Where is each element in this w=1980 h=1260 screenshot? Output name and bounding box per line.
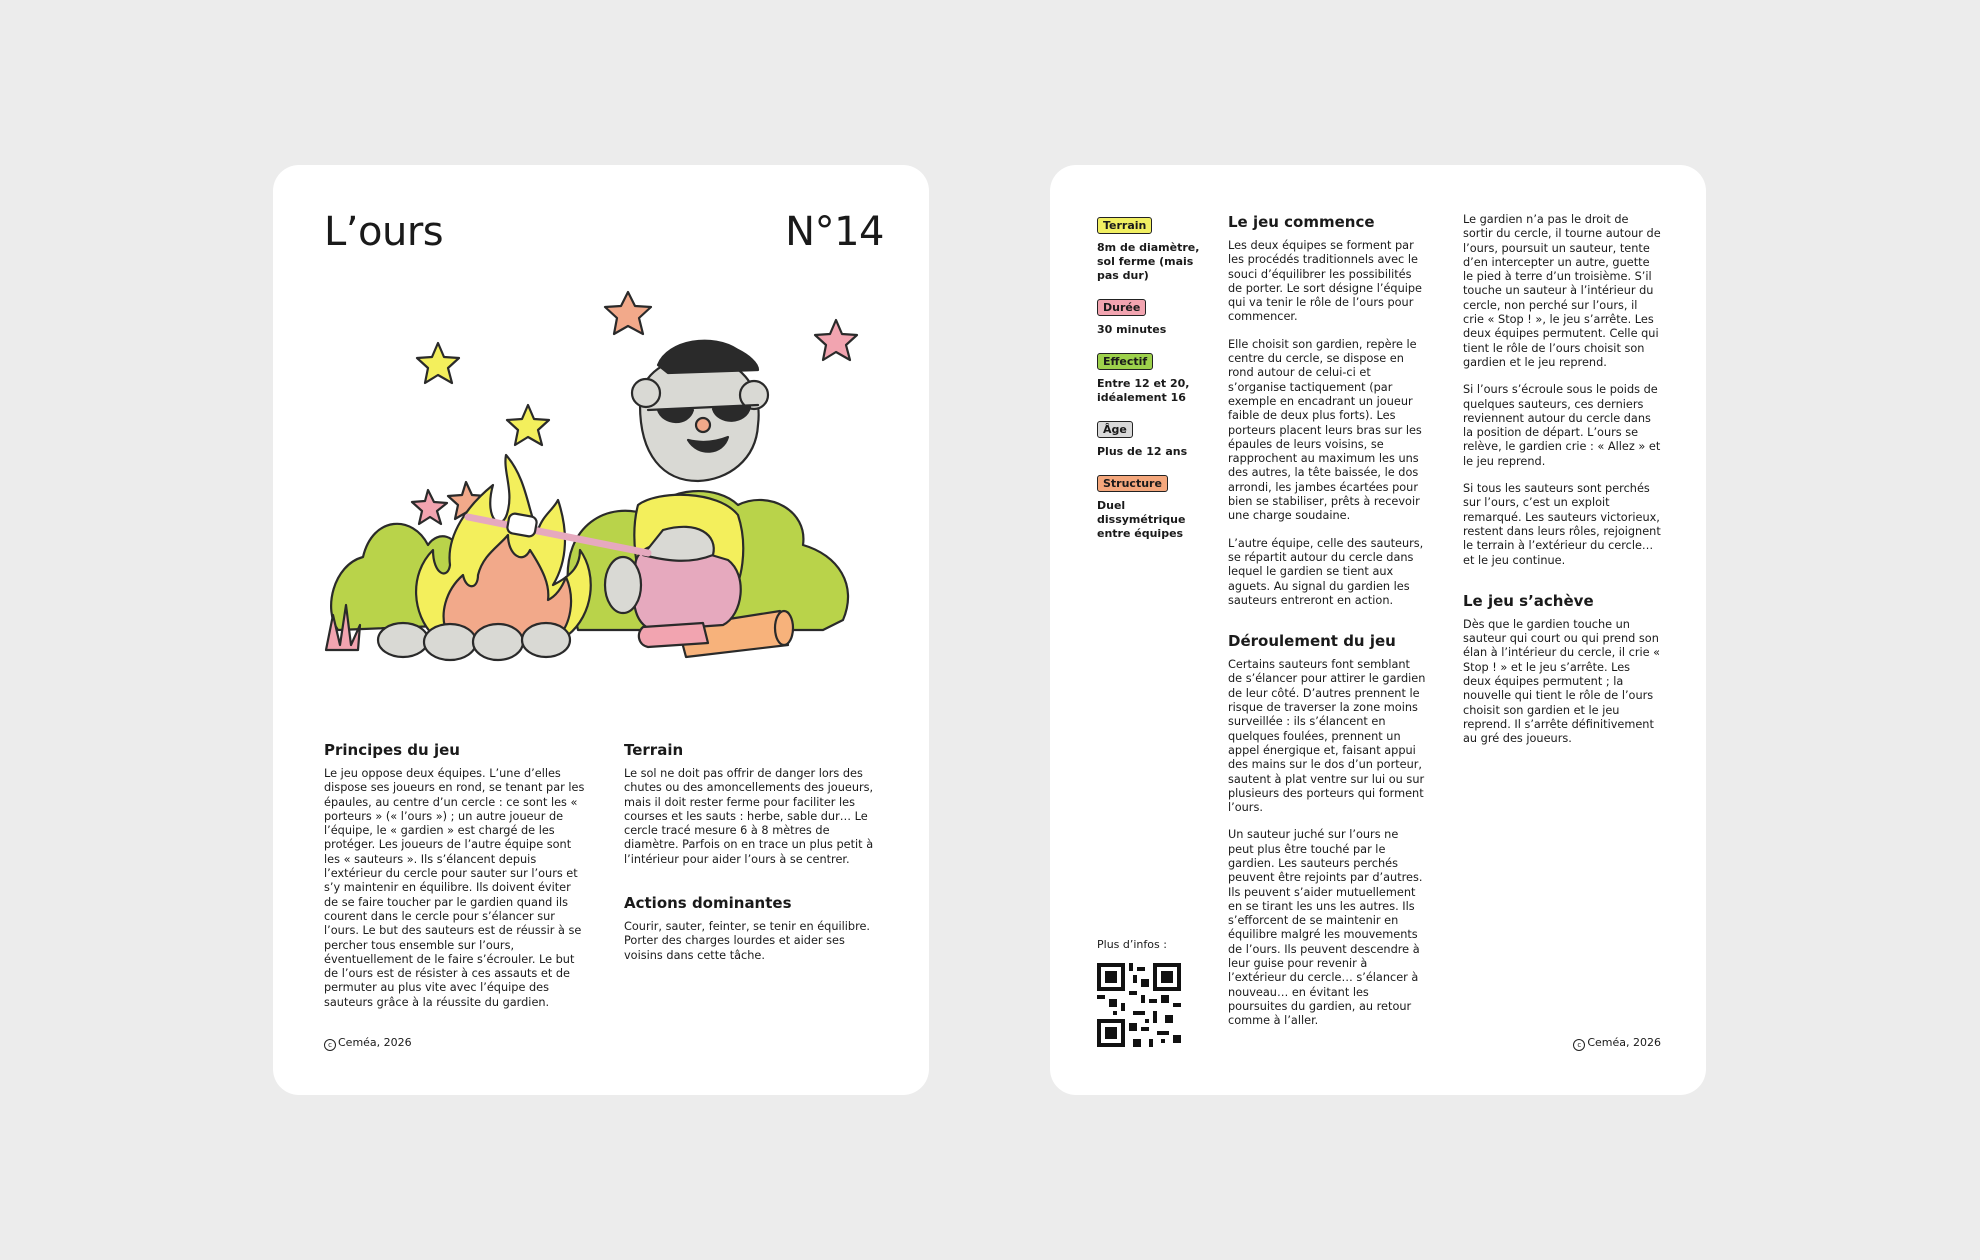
copyright: c Ceméa, 2026 [1573, 1036, 1661, 1051]
card-number: N°14 [785, 209, 884, 255]
metadata-tags [1097, 214, 1207, 554]
copyright-icon: c [324, 1039, 336, 1051]
qr-code[interactable] [1097, 963, 1181, 1047]
section-heading: Terrain [624, 741, 684, 759]
section-heading: Le jeu s’achève [1463, 591, 1594, 610]
section-heading: Le jeu commence [1228, 213, 1375, 231]
section-heading: Principes du jeu [324, 741, 460, 759]
game-card-front [273, 165, 929, 1095]
paragraph: Le gardien n’a pas le droit de sortir du cercle, il tourne autour de l’ours, poursuit un sauteur, tente d’en intercepter un autre, guette le pied à terre d’un troisième. S’il touche un sauteur à l’intérieur du cercle, non perché sur l’ours, il crie « Stop ! », le jeu s’arrête. Les deux équipes permutent. Celle qui tient le rôle de l’ours choisit son gardien et le jeu reprend. [1463, 213, 1661, 369]
tag-value: 8m de diamètre, sol ferme (mais pas dur) [1097, 241, 1200, 282]
paragraph: L’autre équipe, celle des sauteurs, se répartit autour du cercle dans lequel le gardien se tient aux aguets. Au signal du gardien les sauteurs entreront en action. [1228, 536, 1424, 607]
paragraph: Si l’ours s’écroule sous le poids de quelques sauteurs, ces derniers reviennent autour du cercle dans la position de départ. L’ours se relève, le gardien crie : « Allez » et le jeu reprend. [1463, 383, 1661, 468]
paragraph: Dès que le gardien touche un sauteur qui court ou qui prend son élan à l’intérieur du cercle, il crie « Stop ! » et le jeu s’arrête. Les deux équipes permutent ; la nouvelle qui tient le rôle de l’ours choisit son gardien et le jeu reprend. Il s’arrête définitivement au gré des joueurs. [1463, 617, 1661, 746]
paragraph: Si tous les sauteurs sont perchés sur l’ours, c’est un exploit remarqué. Les sauteurs victorieux, restent dans leurs rôles, rejoignent le terrain à l’extérieur du cercle… et le jeu continue. [1463, 482, 1661, 567]
section-heading: Déroulement du jeu [1228, 632, 1396, 651]
star-icon [507, 405, 549, 445]
section-body: Le jeu oppose deux équipes. L’une d’elles dispose ses joueurs en rond, se tenant par les épaules, au centre d’un cercle : ce sont les « porteurs » (« l’ours ») ; un autre joueur de l’équipe, le « gardien » est chargé de les protéger. Les joueurs de l’autre équipe sont les « sauteurs ». Ils s’élancent depuis l’extérieur du cercle pour sauter sur l’ours et s’y maintenir en équilibre. Ils doivent éviter de se faire toucher par le gardien quand ils courent dans le cercle pour s’élancer sur l’ours. Le but des sauteurs est de réussir à se percher tous ensemble sur l’ours, éventuellement de le faire s’écrouler. Le but de l’ours est de résister à ces assauts et de permuter au plus vite avec l’équipe des sauteurs grâce à la réussite du gardien. [324, 767, 585, 1009]
star-icon [815, 320, 857, 360]
card-title: L’ours [324, 209, 444, 255]
copyright-icon: c [1573, 1039, 1585, 1051]
paragraph: Un sauteur juché sur l’ours ne peut plus être touché par le gardien. Les sauteurs perchés peuvent être rejoints par d’autres. Ils peuvent s’aider mutuellement en se tirant les uns les autres. Ils s’efforcent de se maintenir en équilibre malgré les mouvements de l’ours. Ils peuvent descendre à leur guise pour revenir à l’extérieur du cercle… s’élancer à nouveau… en évitant les poursuites du gardien, au retour comme à l’aller. [1228, 828, 1423, 1028]
more-info-label: Plus d’infos : [1097, 938, 1167, 951]
section-actions [624, 894, 886, 963]
column-right [1463, 213, 1661, 747]
section-heading: Actions dominantes [624, 894, 792, 912]
stone-icon [522, 623, 570, 657]
column-middle [1228, 213, 1426, 1029]
section-body: Courir, sauter, feinter, se tenir en équilibre. Porter des charges lourdes et aider ses voisins dans cette tâche. [624, 920, 871, 962]
tag-age: Âge [1097, 421, 1133, 438]
paragraph: Elle choisit son gardien, repère le centre du cercle, se dispose en rond autour de celui-ci et s’organise tactiquement (par exemple en encadrant un joueur faible de deux plus forts). Les porteurs placent leurs bras sur les épaules de leurs voisins, se rapprochent au maximum les uns des autres, la tête baissée, le dos arrondi, les jambes écartées pour bien se stabiliser, prêts à recevoir une charge soudaine. [1228, 337, 1422, 523]
tag-value: 30 minutes [1097, 323, 1167, 336]
tag-value: Entre 12 et 20, idéalement 16 [1097, 377, 1190, 404]
star-icon [412, 490, 447, 524]
section-terrain [624, 741, 886, 867]
stone-icon [378, 623, 428, 657]
paragraph: Certains sauteurs font semblant de s’élancer pour attirer le gardien de leur côté. D’autres prennent le risque de traverser la zone moins surveillée : ils s’élancent en quelques foulées, prennent un appel énergique et, faisant appui des mains sur le dos d’un porteur, sautent à plat ventre sur lui ou sur plusieurs des porteurs qui forment l’ours. [1228, 658, 1426, 815]
copyright: c Ceméa, 2026 [324, 1036, 412, 1051]
star-icon [417, 343, 459, 383]
tag-structure: Structure [1097, 475, 1168, 492]
stone-icon [424, 624, 476, 660]
bear-campfire-illustration [318, 285, 878, 685]
tag-terrain: Terrain [1097, 217, 1152, 234]
tag-value: Duel dissymétrique entre équipes [1097, 499, 1186, 540]
game-card-back [1050, 165, 1706, 1095]
paragraph: Les deux équipes se forment par les procédés traditionnels avec le souci d’équilibrer les possibilités de porter. Le sort désigne l’équipe qui va tenir le rôle de l’ours pour commencer. [1228, 239, 1422, 324]
tag-duration: Durée [1097, 299, 1146, 316]
section-body: Le sol ne doit pas offrir de danger lors des chutes ou des amoncellements des joueurs, mais il doit rester ferme pour faciliter les courses et les sauts : herbe, sable dur… Le cercle tracé mesure 6 à 8 mètres de diamètre. Parfois on en trace un plus petit à l’intérieur pour aider l’ours à se centrer. [624, 767, 874, 866]
star-icon [605, 292, 651, 334]
tag-value: Plus de 12 ans [1097, 445, 1188, 458]
tag-headcount: Effectif [1097, 353, 1153, 370]
section-principles [324, 741, 586, 1010]
stone-icon [473, 624, 523, 660]
